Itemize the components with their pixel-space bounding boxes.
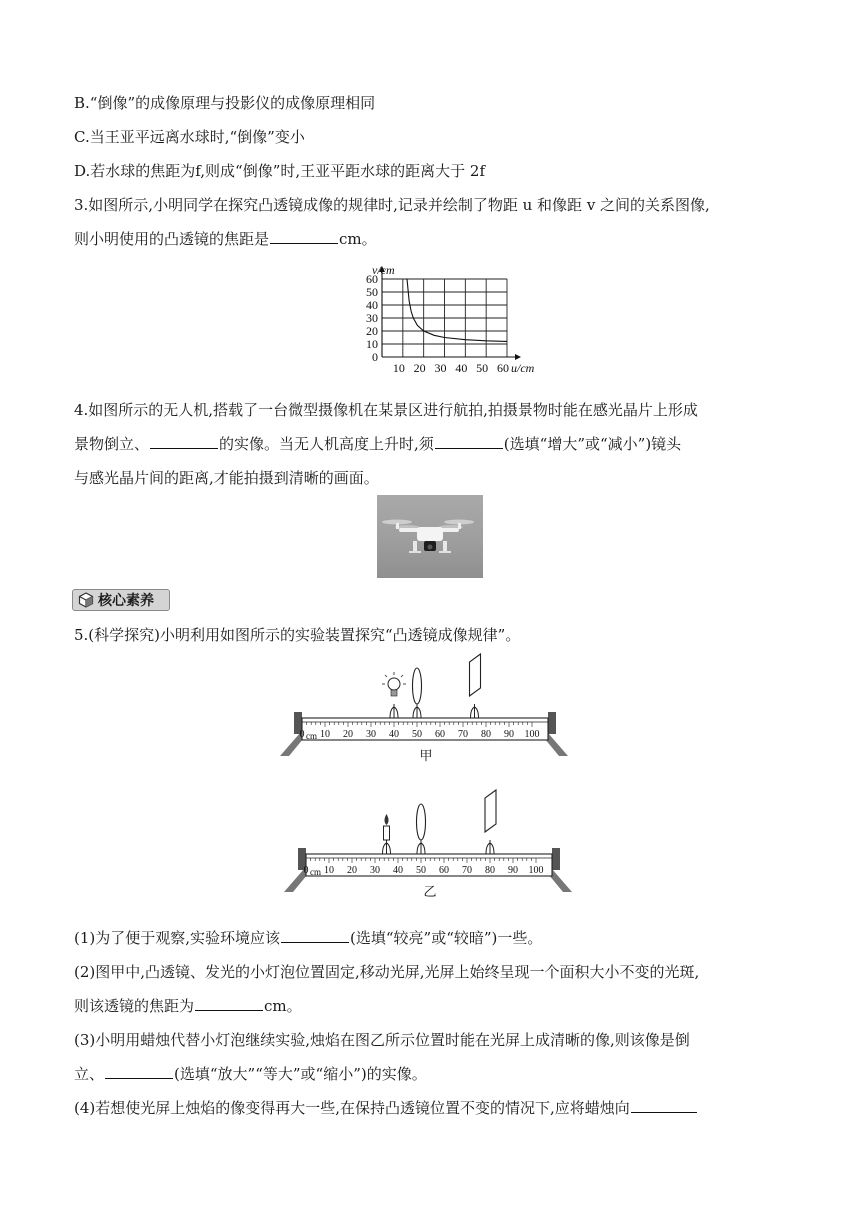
bulb-base — [391, 690, 397, 696]
y-tick-label: 50 — [366, 285, 378, 299]
text: 景物倒立、 — [74, 435, 150, 453]
ruler-label: 40 — [393, 865, 403, 876]
question-5-intro: 5.(科学探究)小明利用如图所示的实验装置探究“凸透镜成像规律”。 — [74, 626, 521, 644]
y-tick-label: 40 — [366, 298, 378, 312]
y-axis-label: v/cm — [372, 263, 395, 277]
answer-blank[interactable] — [150, 434, 218, 449]
bench-end-right — [552, 848, 560, 870]
option-c: C.当王亚平远离水球时,“倒像”变小 — [74, 128, 305, 146]
candle-flame — [385, 814, 389, 825]
y-tick-label: 0 — [372, 350, 378, 364]
ruler-label: 30 — [370, 865, 380, 876]
y-tick-label: 30 — [366, 311, 378, 325]
bulb-ray — [385, 675, 387, 677]
x-tick-label: 40 — [455, 361, 468, 375]
bulb-ray — [401, 675, 403, 677]
light-screen — [485, 790, 496, 832]
answer-blank[interactable] — [435, 434, 503, 449]
text: 的实像。当无人机高度上升时,须 — [219, 435, 434, 453]
section-title: 核心素养 — [98, 593, 154, 609]
x-tick-label: 10 — [392, 361, 405, 375]
question-5-part-4 — [74, 1098, 698, 1118]
convex-lens — [413, 668, 422, 704]
answer-blank[interactable] — [270, 229, 338, 244]
option-d: D.若水球的焦距为f,则成“倒像”时,王亚平距水球的距离大于 2f — [74, 162, 486, 180]
ruler-unit: cm — [310, 867, 321, 877]
uv-chart — [340, 262, 535, 386]
ruler-label: 30 — [366, 729, 376, 740]
optical-bench-figure-b — [282, 805, 582, 910]
text: cm。 — [264, 997, 302, 1015]
text: 立、 — [74, 1065, 105, 1083]
option-b: B.“倒像”的成像原理与投影仪的成像原理相同 — [74, 94, 376, 112]
ruler-label: 10 — [320, 729, 330, 740]
question-5-part-1 — [74, 928, 542, 948]
question-5-part-2-line-2 — [74, 996, 302, 1016]
ruler-unit: cm — [306, 731, 317, 741]
question-4-line-3: 与感光晶片间的距离,才能拍摄到清晰的画面。 — [74, 469, 379, 487]
x-tick-label: 20 — [413, 361, 426, 375]
text: (选填“放大”“等大”或“缩小”)的实像。 — [174, 1065, 427, 1083]
convex-lens — [417, 804, 426, 840]
x-tick-label: 50 — [476, 361, 489, 375]
ruler-label: 0 — [303, 865, 309, 876]
ruler-label: 50 — [416, 865, 426, 876]
y-tick-label: 10 — [366, 337, 378, 351]
text: 则小明使用的凸透镜的焦距是 — [74, 230, 270, 248]
x-axis-arrow — [515, 354, 521, 360]
ruler-label: 100 — [524, 729, 540, 740]
ruler-label: 100 — [528, 865, 544, 876]
y-tick-label: 20 — [366, 324, 378, 338]
ruler-label: 90 — [508, 865, 518, 876]
answer-blank[interactable] — [281, 928, 349, 943]
question-5-part-3-line-2 — [74, 1064, 427, 1084]
text: (1)为了便于观察,实验环境应该 — [74, 929, 281, 947]
drone-icon — [377, 495, 483, 578]
question-4-line-1: 4.如图所示的无人机,搭载了一台微型摄像机在某景区进行航拍,拍摄景物时能在感光晶片上形成 — [74, 401, 698, 419]
ruler-label: 90 — [504, 729, 514, 740]
text: (4)若想使光屏上烛焰的像变得再大一些,在保持凸透镜位置不变的情况下,应将蜡烛向 — [74, 1099, 630, 1117]
answer-blank[interactable] — [631, 1098, 697, 1113]
text: cm。 — [339, 230, 377, 248]
answer-blank[interactable] — [105, 1064, 173, 1079]
text: 则该透镜的焦距为 — [74, 997, 195, 1015]
light-screen — [470, 654, 481, 696]
cube-icon — [78, 592, 94, 608]
ruler-label: 0 — [299, 729, 305, 740]
question-5-part-3-line-1: (3)小明用蜡烛代替小灯泡继续实验,烛焰在图乙所示位置时能在光屏上成清晰的像,则该像是倒 — [74, 1031, 690, 1049]
optical-bench-figure-a — [278, 660, 578, 778]
data-curve — [405, 279, 507, 341]
ruler-label: 20 — [347, 865, 357, 876]
drone-photo — [377, 495, 483, 578]
text: (选填“增大”或“减小”)镜头 — [503, 435, 682, 453]
text: (选填“较亮”或“较暗”)一些。 — [350, 929, 543, 947]
ruler-label: 60 — [439, 865, 449, 876]
bench-end-right — [548, 712, 556, 734]
x-tick-label: 60 — [497, 361, 509, 375]
ruler-label: 80 — [481, 729, 491, 740]
ruler-label: 70 — [462, 865, 472, 876]
ruler-label: 10 — [324, 865, 334, 876]
answer-blank[interactable] — [195, 996, 263, 1011]
figure-caption: 甲 — [419, 748, 433, 763]
question-3-line-2 — [74, 229, 377, 249]
question-4-line-2 — [74, 434, 681, 454]
figure-caption: 乙 — [423, 884, 437, 899]
ruler-label: 20 — [343, 729, 353, 740]
x-tick-label: 30 — [434, 361, 447, 375]
section-badge — [72, 589, 170, 611]
y-tick-label: 60 — [366, 272, 378, 286]
question-3-line-1: 3.如图所示,小明同学在探究凸透镜成像的规律时,记录并绘制了物距 u 和像距 v 之间的关系图像, — [74, 196, 710, 214]
question-5-part-2-line-1: (2)图甲中,凸透镜、发光的小灯泡位置固定,移动光屏,光屏上始终呈现一个面积大小不变的光斑, — [74, 963, 700, 981]
ruler-label: 40 — [389, 729, 399, 740]
ruler-label: 50 — [412, 729, 422, 740]
light-bulb — [388, 678, 400, 690]
ruler-label: 60 — [435, 729, 445, 740]
x-axis-label: u/cm — [511, 361, 535, 375]
ruler-label: 70 — [458, 729, 468, 740]
ruler-label: 80 — [485, 865, 495, 876]
candle — [384, 826, 390, 840]
